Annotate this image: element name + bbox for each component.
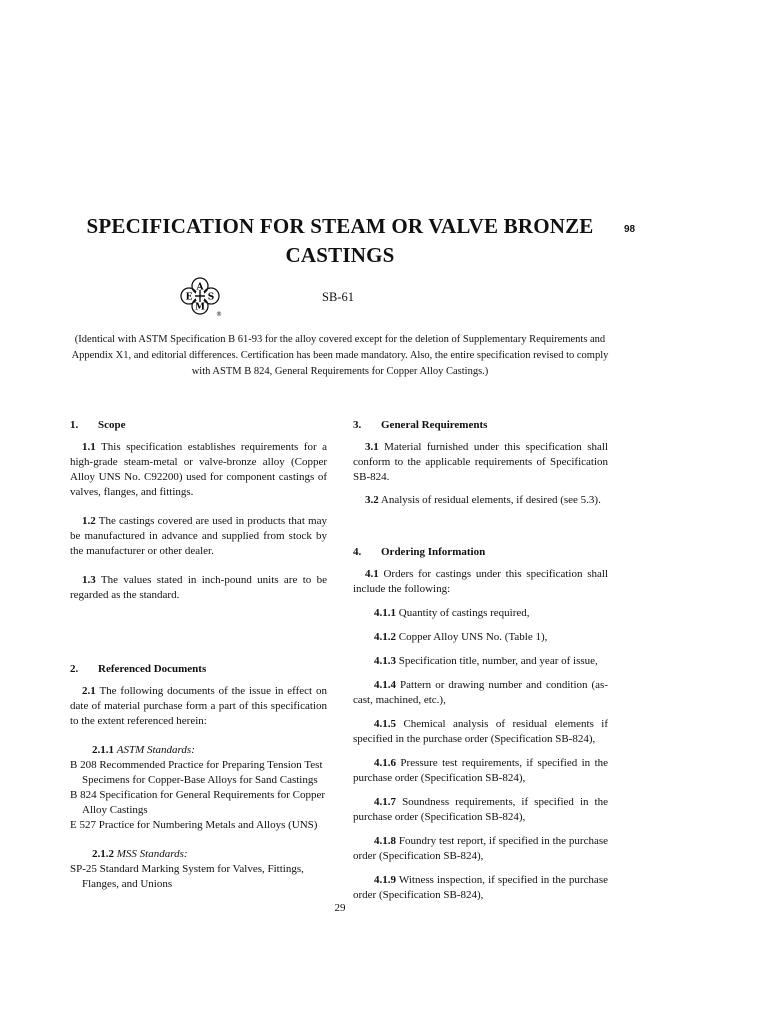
designation: SB-61 xyxy=(322,290,354,304)
left-column xyxy=(70,418,327,892)
title-line-1: SPECIFICATION FOR STEAM OR VALVE BRONZE xyxy=(86,214,594,238)
paragraph-2-1-2: 2.1.2 MSS Standards: xyxy=(92,848,188,860)
list-item: 4.1.8 Foundry test report, if specified in the purchase order (Specification SB-824), xyxy=(353,835,608,862)
document-title xyxy=(60,212,620,270)
paragraph-1-3: 1.3 The values stated in inch-pound units are to be regarded as the standard. xyxy=(70,574,327,601)
list-item: 4.1.1 Quantity of castings required, xyxy=(374,607,530,619)
paragraph-3-1: 3.1 Material furnished under this specification shall conform to the applicable requirements of Specification SB-824. xyxy=(353,441,608,483)
title-line-2: CASTINGS xyxy=(285,243,395,267)
note-line-2: Appendix X1, and editorial differences. Certification has been made mandatory. Also, the entire specification revised to comply xyxy=(71,350,609,361)
paragraph-1-2: 1.2 The castings covered are used in products that may be manufactured in advance and supplied from stock by the manufacturer or other dealer. xyxy=(70,515,327,557)
section-heading-referenced-documents: 2. Referenced Documents xyxy=(70,663,207,675)
list-item: 4.1.9 Witness inspection, if specified in the purchase order (Specification SB-824), xyxy=(353,874,608,901)
paragraph-3-2: 3.2 Analysis of residual elements, if desired (see 5.3). xyxy=(365,494,601,506)
svg-text:A: A xyxy=(196,282,204,293)
list-item: 4.1.4 Pattern or drawing number and condition (as-cast, machined, etc.), xyxy=(353,679,608,706)
right-column xyxy=(353,418,608,903)
page-number: 29 xyxy=(334,902,346,914)
paragraph-4-1: 4.1 Orders for castings under this specification shall include the following: xyxy=(353,568,608,595)
section-heading-scope: 1. Scope xyxy=(70,419,126,431)
reference-item: B 824 Specification for General Requirements for Copper Alloy Castings xyxy=(70,789,326,816)
svg-text:®: ® xyxy=(216,311,222,318)
section-heading-ordering-information: 4. Ordering Information xyxy=(353,546,486,558)
list-item: 4.1.2 Copper Alloy UNS No. (Table 1), xyxy=(374,631,548,643)
svg-text:S: S xyxy=(207,292,215,303)
reference-item: B 208 Recommended Practice for Preparing Tension Test Specimens for Copper-Base Alloys for Sand Castings xyxy=(70,759,323,786)
reference-item: E 527 Practice for Numbering Metals and Alloys (UNS) xyxy=(70,819,318,831)
svg-text:E: E xyxy=(185,292,193,303)
note-line-1: (Identical with ASTM Specification B 61-93 for the alloy covered except for the deletion of Supplementary Requirements and xyxy=(74,334,606,345)
section-heading-general-requirements: 3. General Requirements xyxy=(353,419,488,431)
asme-clover-logo-icon xyxy=(176,274,224,318)
paragraph-2-1: 2.1 The following documents of the issue in effect on date of material purchase form a part of this specification to the extent referenced herein: xyxy=(70,685,327,727)
edition-mark: 98 xyxy=(624,224,636,235)
list-item: 4.1.6 Pressure test requirements, if specified in the purchase order (Specification SB-824), xyxy=(353,757,609,784)
reference-item: SP-25 Standard Marking System for Valves, Fittings, Flanges, and Unions xyxy=(70,863,304,890)
scope-note xyxy=(70,332,610,380)
list-item: 4.1.3 Specification title, number, and year of issue, xyxy=(374,655,598,667)
svg-text:M: M xyxy=(195,302,205,313)
list-item: 4.1.7 Soundness requirements, if specified in the purchase order (Specification SB-824), xyxy=(353,796,608,823)
list-item: 4.1.5 Chemical analysis of residual elements if specified in the purchase order (Specification SB-824), xyxy=(353,718,609,745)
paragraph-1-1: 1.1 This specification establishes requirements for a high-grade steam-metal or valve-bronze alloy (Copper Alloy UNS No. C92200) used for component castings of valves, flanges, and fittings. xyxy=(70,441,327,498)
note-line-3: with ASTM B 824, General Requirements for Copper Alloy Castings.) xyxy=(191,366,489,377)
paragraph-2-1-1: 2.1.1 ASTM Standards: xyxy=(92,744,195,756)
